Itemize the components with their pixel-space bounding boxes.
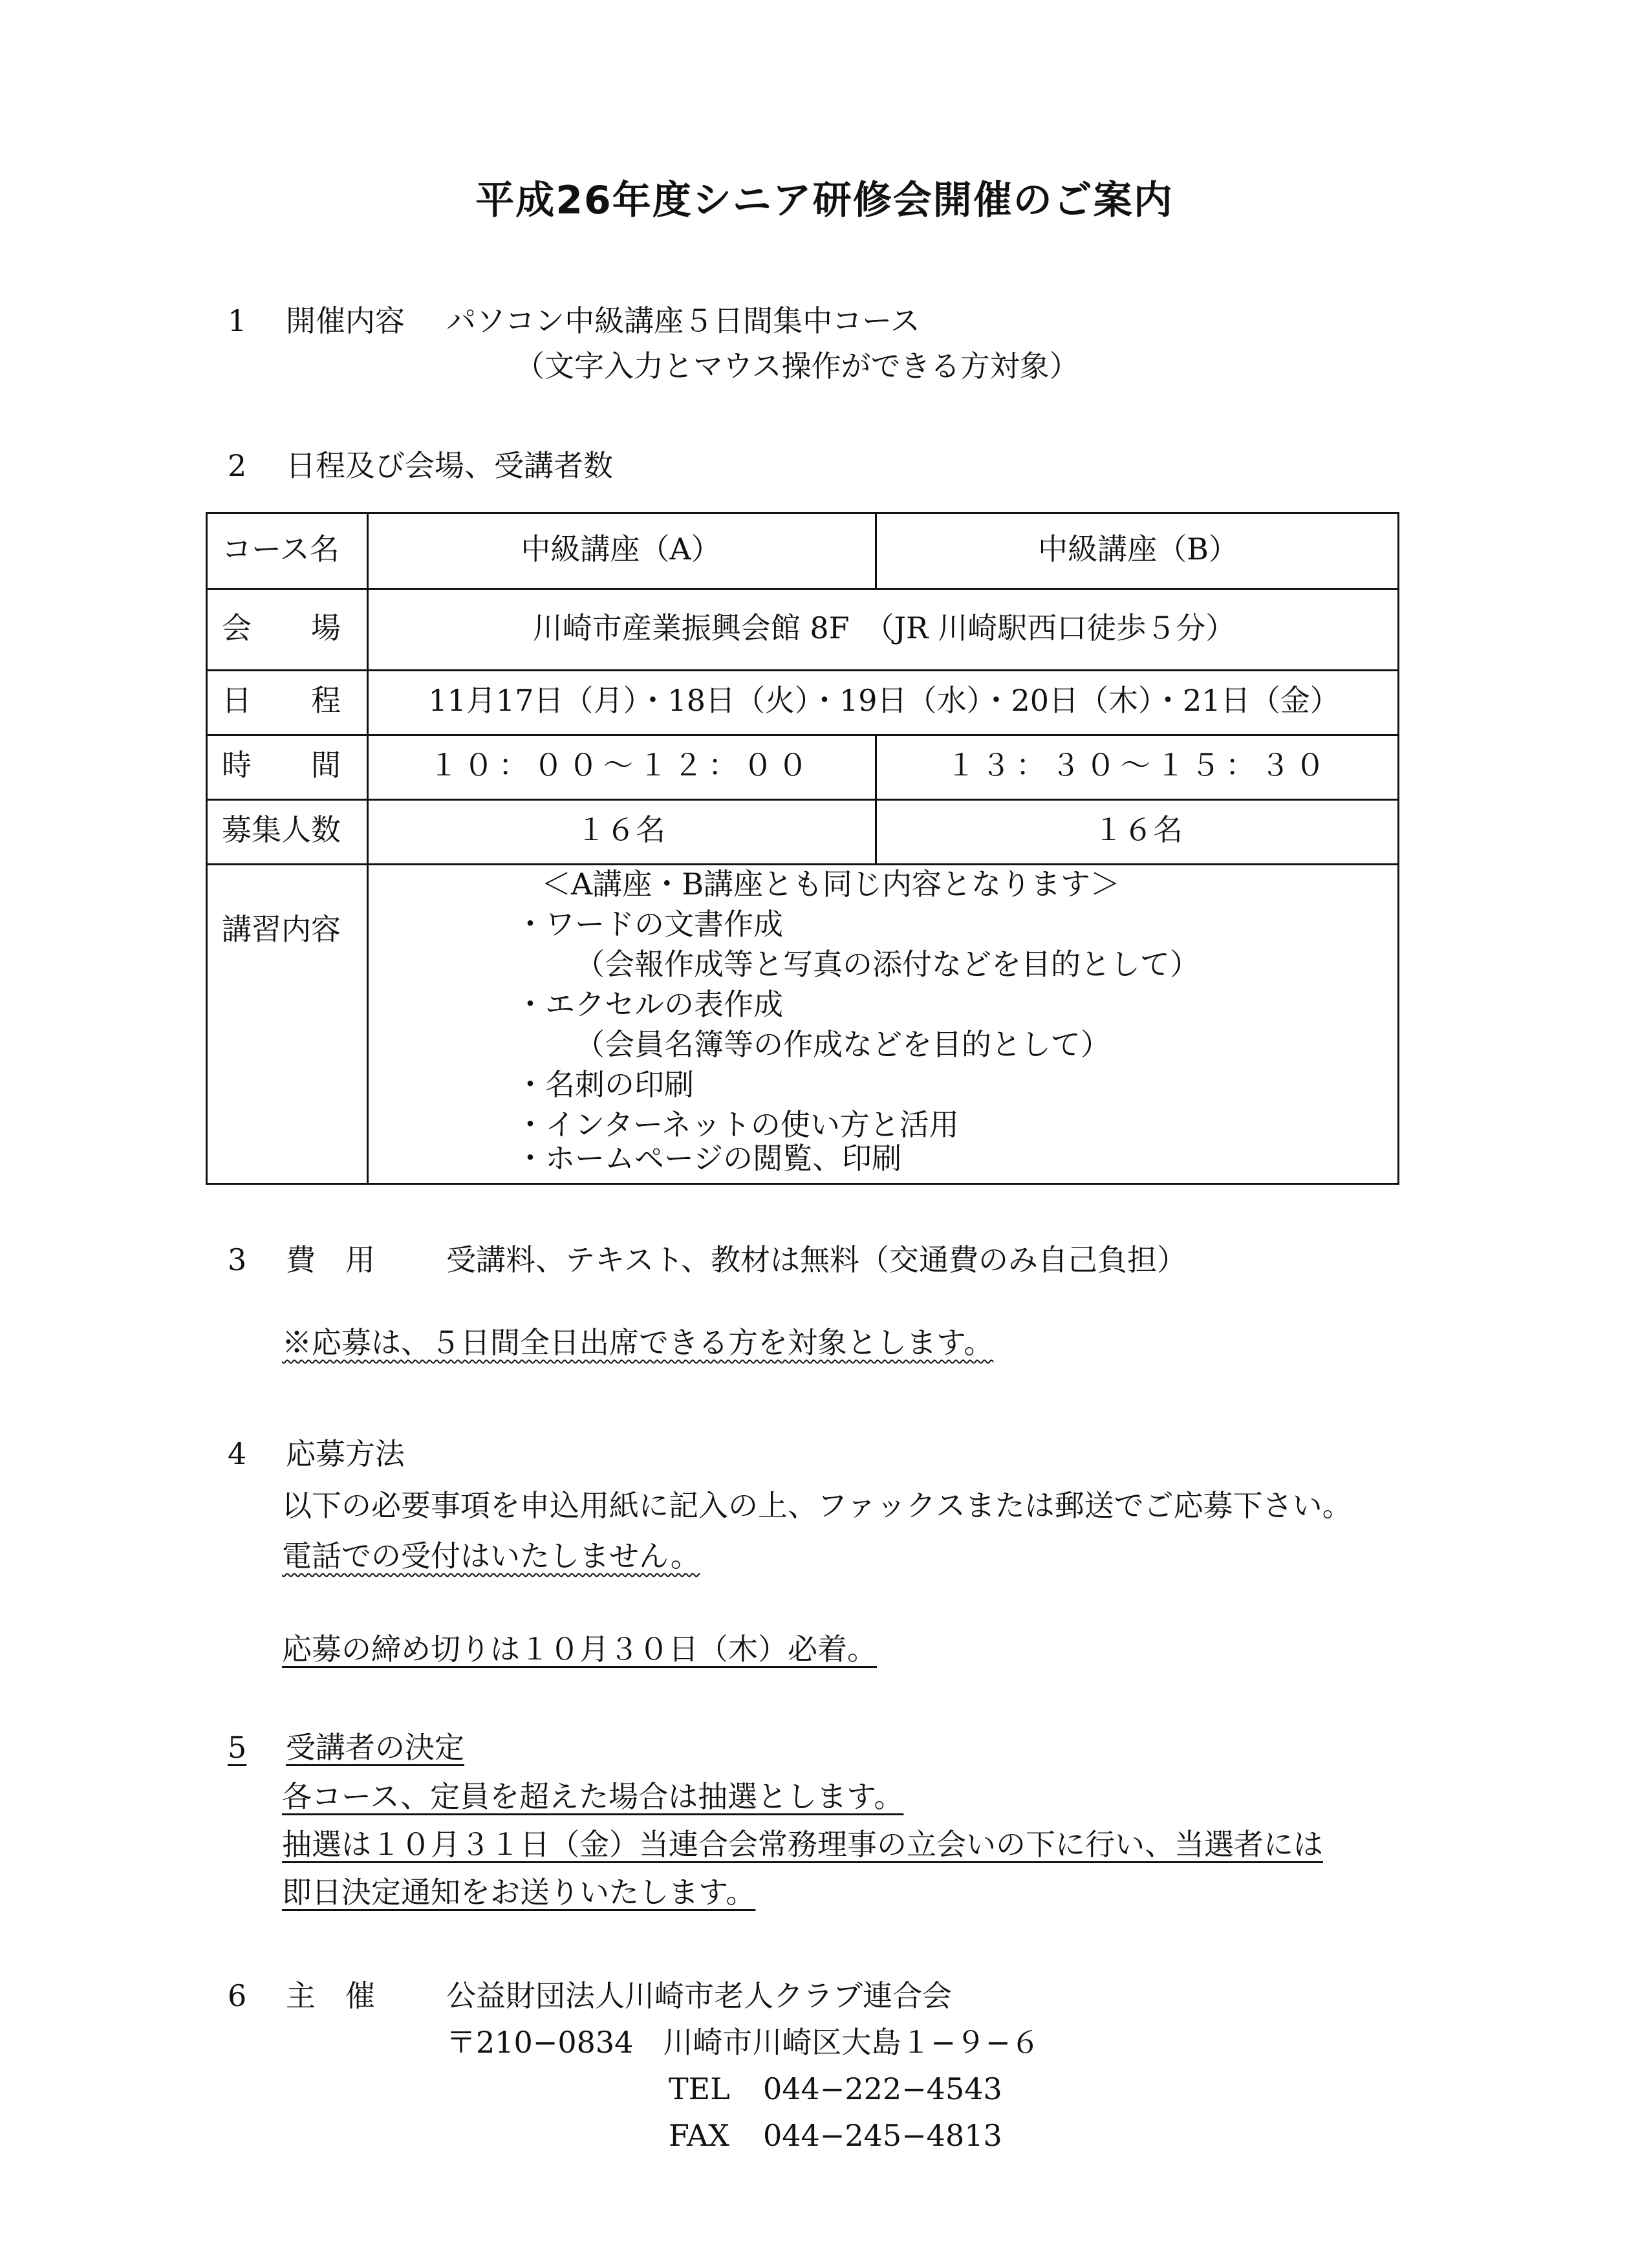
section6-number: 6 bbox=[228, 1978, 247, 2013]
fax-number: 044−245−4813 bbox=[763, 2118, 1002, 2153]
section6-label: 主 催 bbox=[286, 1978, 375, 2013]
content-item-note: （会報作成等と写真の添付などを目的として） bbox=[575, 947, 1200, 982]
capacity-label: 募集人数 bbox=[222, 812, 341, 847]
content-label: 講習内容 bbox=[222, 912, 341, 947]
capacity-a-value: １６名 bbox=[576, 812, 665, 847]
section3-label: 費 用 bbox=[286, 1242, 375, 1277]
table-divider bbox=[208, 588, 1397, 590]
section5-line1: 各コース、定員を超えた場合は抽選とします。 bbox=[282, 1779, 904, 1814]
section4-heading: 応募方法 bbox=[286, 1436, 405, 1471]
time-a-value: １０：００〜１２：００ bbox=[429, 748, 813, 783]
schedule-value: 11月17日（月）・18日（火）・19日（水）・20日（木）・21日（金） bbox=[428, 683, 1340, 718]
course-a-name: 中級講座（A） bbox=[521, 532, 721, 567]
tel-label: TEL bbox=[669, 2071, 730, 2106]
section4-line1: 以下の必要事項を申込用紙に記入の上、ファックスまたは郵送でご応募下さい。 bbox=[282, 1488, 1352, 1523]
section2-heading: 日程及び会場、受講者数 bbox=[286, 448, 613, 483]
section1-content: パソコン中級講座５日間集中コース bbox=[446, 303, 920, 338]
section4-line2: 電話での受付はいたしません。 bbox=[282, 1539, 700, 1573]
section5-heading: 受講者の決定 bbox=[286, 1730, 464, 1765]
table-divider bbox=[208, 734, 1397, 736]
content-item: ・ホームページの閲覧、印刷 bbox=[515, 1141, 902, 1176]
venue-value: 川崎市産業振興会館 8F （JR 川崎駅西口徒歩５分） bbox=[532, 610, 1236, 645]
section2-number: 2 bbox=[228, 448, 247, 483]
section1-note: （文字入力とマウス操作ができる方対象） bbox=[515, 349, 1079, 383]
content-item-note: （会員名簿等の作成などを目的として） bbox=[575, 1027, 1110, 1062]
content-item: ・インターネットの使い方と活用 bbox=[515, 1107, 959, 1142]
table-divider bbox=[208, 799, 1397, 801]
content-item: ・名刺の印刷 bbox=[515, 1067, 694, 1102]
venue-label: 会 場 bbox=[222, 610, 341, 645]
section3-content: 受講料、テキスト、教材は無料（交通費のみ自己負担） bbox=[446, 1242, 1187, 1277]
time-b-value: １３：３０〜１５：３０ bbox=[946, 748, 1330, 783]
section1-label: 開催内容 bbox=[286, 303, 405, 338]
organizer-name: 公益財団法人川崎市老人クラブ連合会 bbox=[446, 1978, 952, 2013]
section4-number: 4 bbox=[228, 1436, 247, 1471]
course-name-label: コース名 bbox=[222, 532, 339, 567]
section1-number: 1 bbox=[228, 303, 247, 338]
schedule-label: 日 程 bbox=[222, 683, 341, 718]
time-label: 時 間 bbox=[222, 748, 341, 783]
section5-line3: 即日決定通知をお送りいたします。 bbox=[282, 1875, 756, 1910]
tel-number: 044−222−4543 bbox=[763, 2071, 1002, 2106]
section3-note: ※応募は、５日間全日出席できる方を対象とします。 bbox=[282, 1325, 994, 1360]
content-heading: ＜A講座・B講座とも同じ内容となります＞ bbox=[541, 867, 1121, 902]
organizer-address: 〒210−0834 川崎市川崎区大島１−９−６ bbox=[446, 2025, 1040, 2060]
section5-number: 5 bbox=[228, 1730, 247, 1765]
section5-line2: 抽選は１０月３１日（金）当連合会常務理事の立会いの下に行い、当選者には bbox=[282, 1827, 1323, 1862]
fax-label: FAX bbox=[669, 2118, 729, 2153]
page-title: 平成26年度シニア研修会開催のご案内 bbox=[475, 178, 1174, 223]
content-item: ・ワードの文書作成 bbox=[515, 907, 783, 942]
section3-number: 3 bbox=[228, 1242, 247, 1277]
table-divider bbox=[208, 669, 1397, 671]
schedule-table bbox=[206, 512, 1399, 1185]
content-item: ・エクセルの表作成 bbox=[515, 987, 783, 1022]
section4-deadline: 応募の締め切りは１０月３０日（木）必着。 bbox=[282, 1632, 877, 1667]
capacity-b-value: １６名 bbox=[1094, 812, 1183, 847]
course-b-name: 中級講座（B） bbox=[1038, 532, 1238, 567]
